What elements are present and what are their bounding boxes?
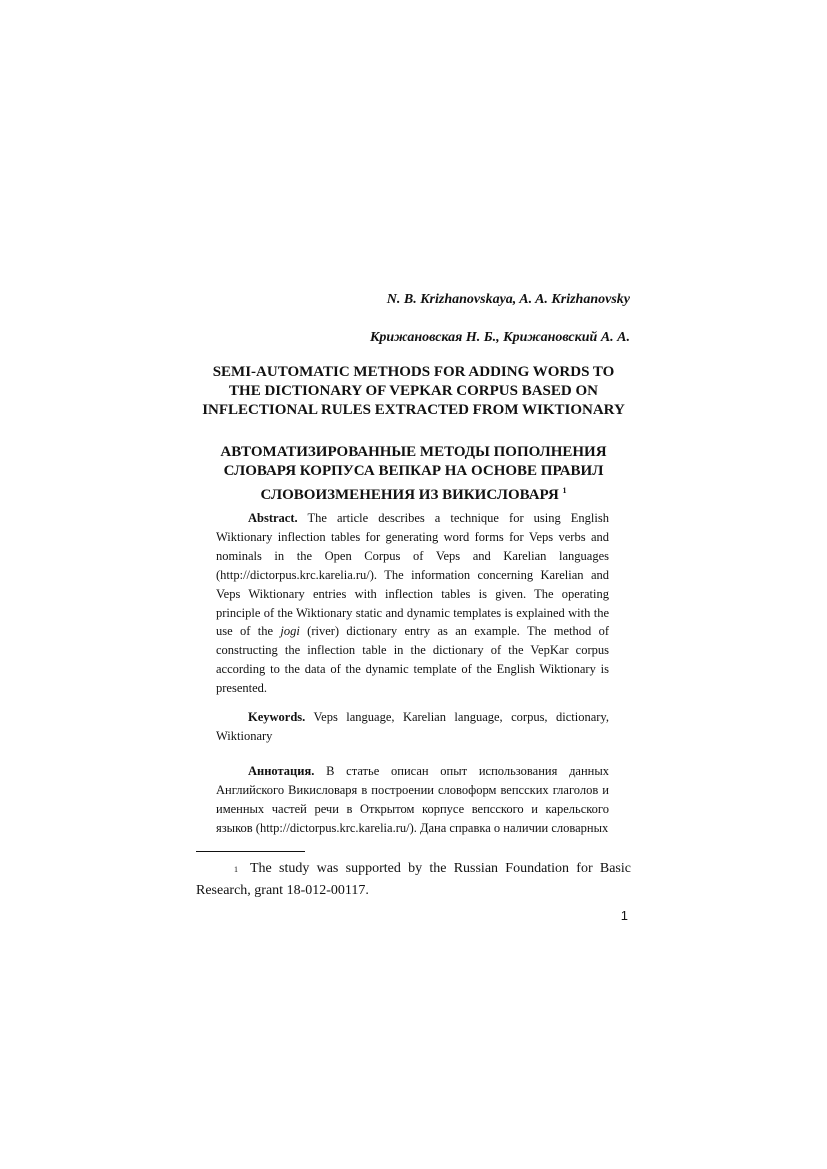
title-en — [180, 363, 647, 420]
annotation-text: В статье описан опыт использования данных Английского Викисловаря в построении словоформ вепсских глаголов и именных частей речи в Открытом корпусе вепсского и карельского языков (http://dictorpus.krc.karelia.ru/). Дана справка о наличии словарных — [216, 764, 609, 835]
abstract-label: Abstract. — [248, 511, 298, 525]
abstract-paragraph — [216, 509, 609, 698]
title-ru-line-text: СЛОВОИЗМЕНЕНИЯ ИЗ ВИКИСЛОВАРЯ — [260, 487, 559, 503]
footnote-divider — [196, 851, 305, 852]
title-ru-line: АВТОМАТИЗИРОВАННЫЕ МЕТОДЫ ПОПОЛНЕНИЯ — [220, 444, 607, 460]
abstract-text-end: (river) dictionary entry as an example. The method of constructing the inflection table in the dictionary of the VepKar corpus according to the data of the dynamic template of the English Wiktionary is presented. — [216, 624, 609, 696]
abstract-italic-word: jogi — [280, 624, 300, 639]
footnote-reference: 1 — [562, 486, 567, 495]
abstract-text: The article describes a technique for using English Wiktionary inflection tables for generating word forms for Veps verbs and nominals in the Open Corpus of Veps and Karelian languages (http://dictorpus.krc.karelia.ru/). The information concerning Karelian and Veps Wiktionary entries with inflection tables is given. The operating principle of the Wiktionary static and dynamic templates is explained with the use of the — [216, 511, 609, 639]
footnote-mark: 1 — [234, 865, 238, 874]
title-ru-line: СЛОВАРЯ КОРПУСА ВЕПКАР НА ОСНОВЕ ПРАВИЛ — [223, 463, 604, 479]
title-ru — [180, 443, 647, 505]
title-ru-line — [180, 481, 647, 505]
footnote-text: The study was supported by the Russian Foundation for Basic Research, grant 18-012-00117. — [196, 861, 631, 898]
authors-en: N. B. Krizhanovskaya, A. A. Krizhanovsky — [386, 292, 630, 307]
annotation-paragraph — [216, 762, 609, 838]
keywords-text: Veps language, Karelian language, corpus, dictionary, Wiktionary — [216, 710, 609, 743]
title-en-line: SEMI-AUTOMATIC METHODS FOR ADDING WORDS TO — [212, 364, 615, 380]
footnote — [196, 858, 631, 901]
keywords-label: Keywords. — [248, 710, 306, 724]
authors-ru: Крижановская Н. Б., Крижановский А. А. — [369, 330, 630, 345]
title-en-line: THE DICTIONARY OF VEPKAR CORPUS BASED ON — [229, 383, 598, 399]
keywords-paragraph — [216, 708, 609, 746]
page-number: 1 — [620, 908, 628, 923]
title-en-line: INFLECTIONAL RULES EXTRACTED FROM WIKTIONARY — [202, 402, 625, 418]
annotation-label: Аннотация. — [248, 764, 315, 778]
